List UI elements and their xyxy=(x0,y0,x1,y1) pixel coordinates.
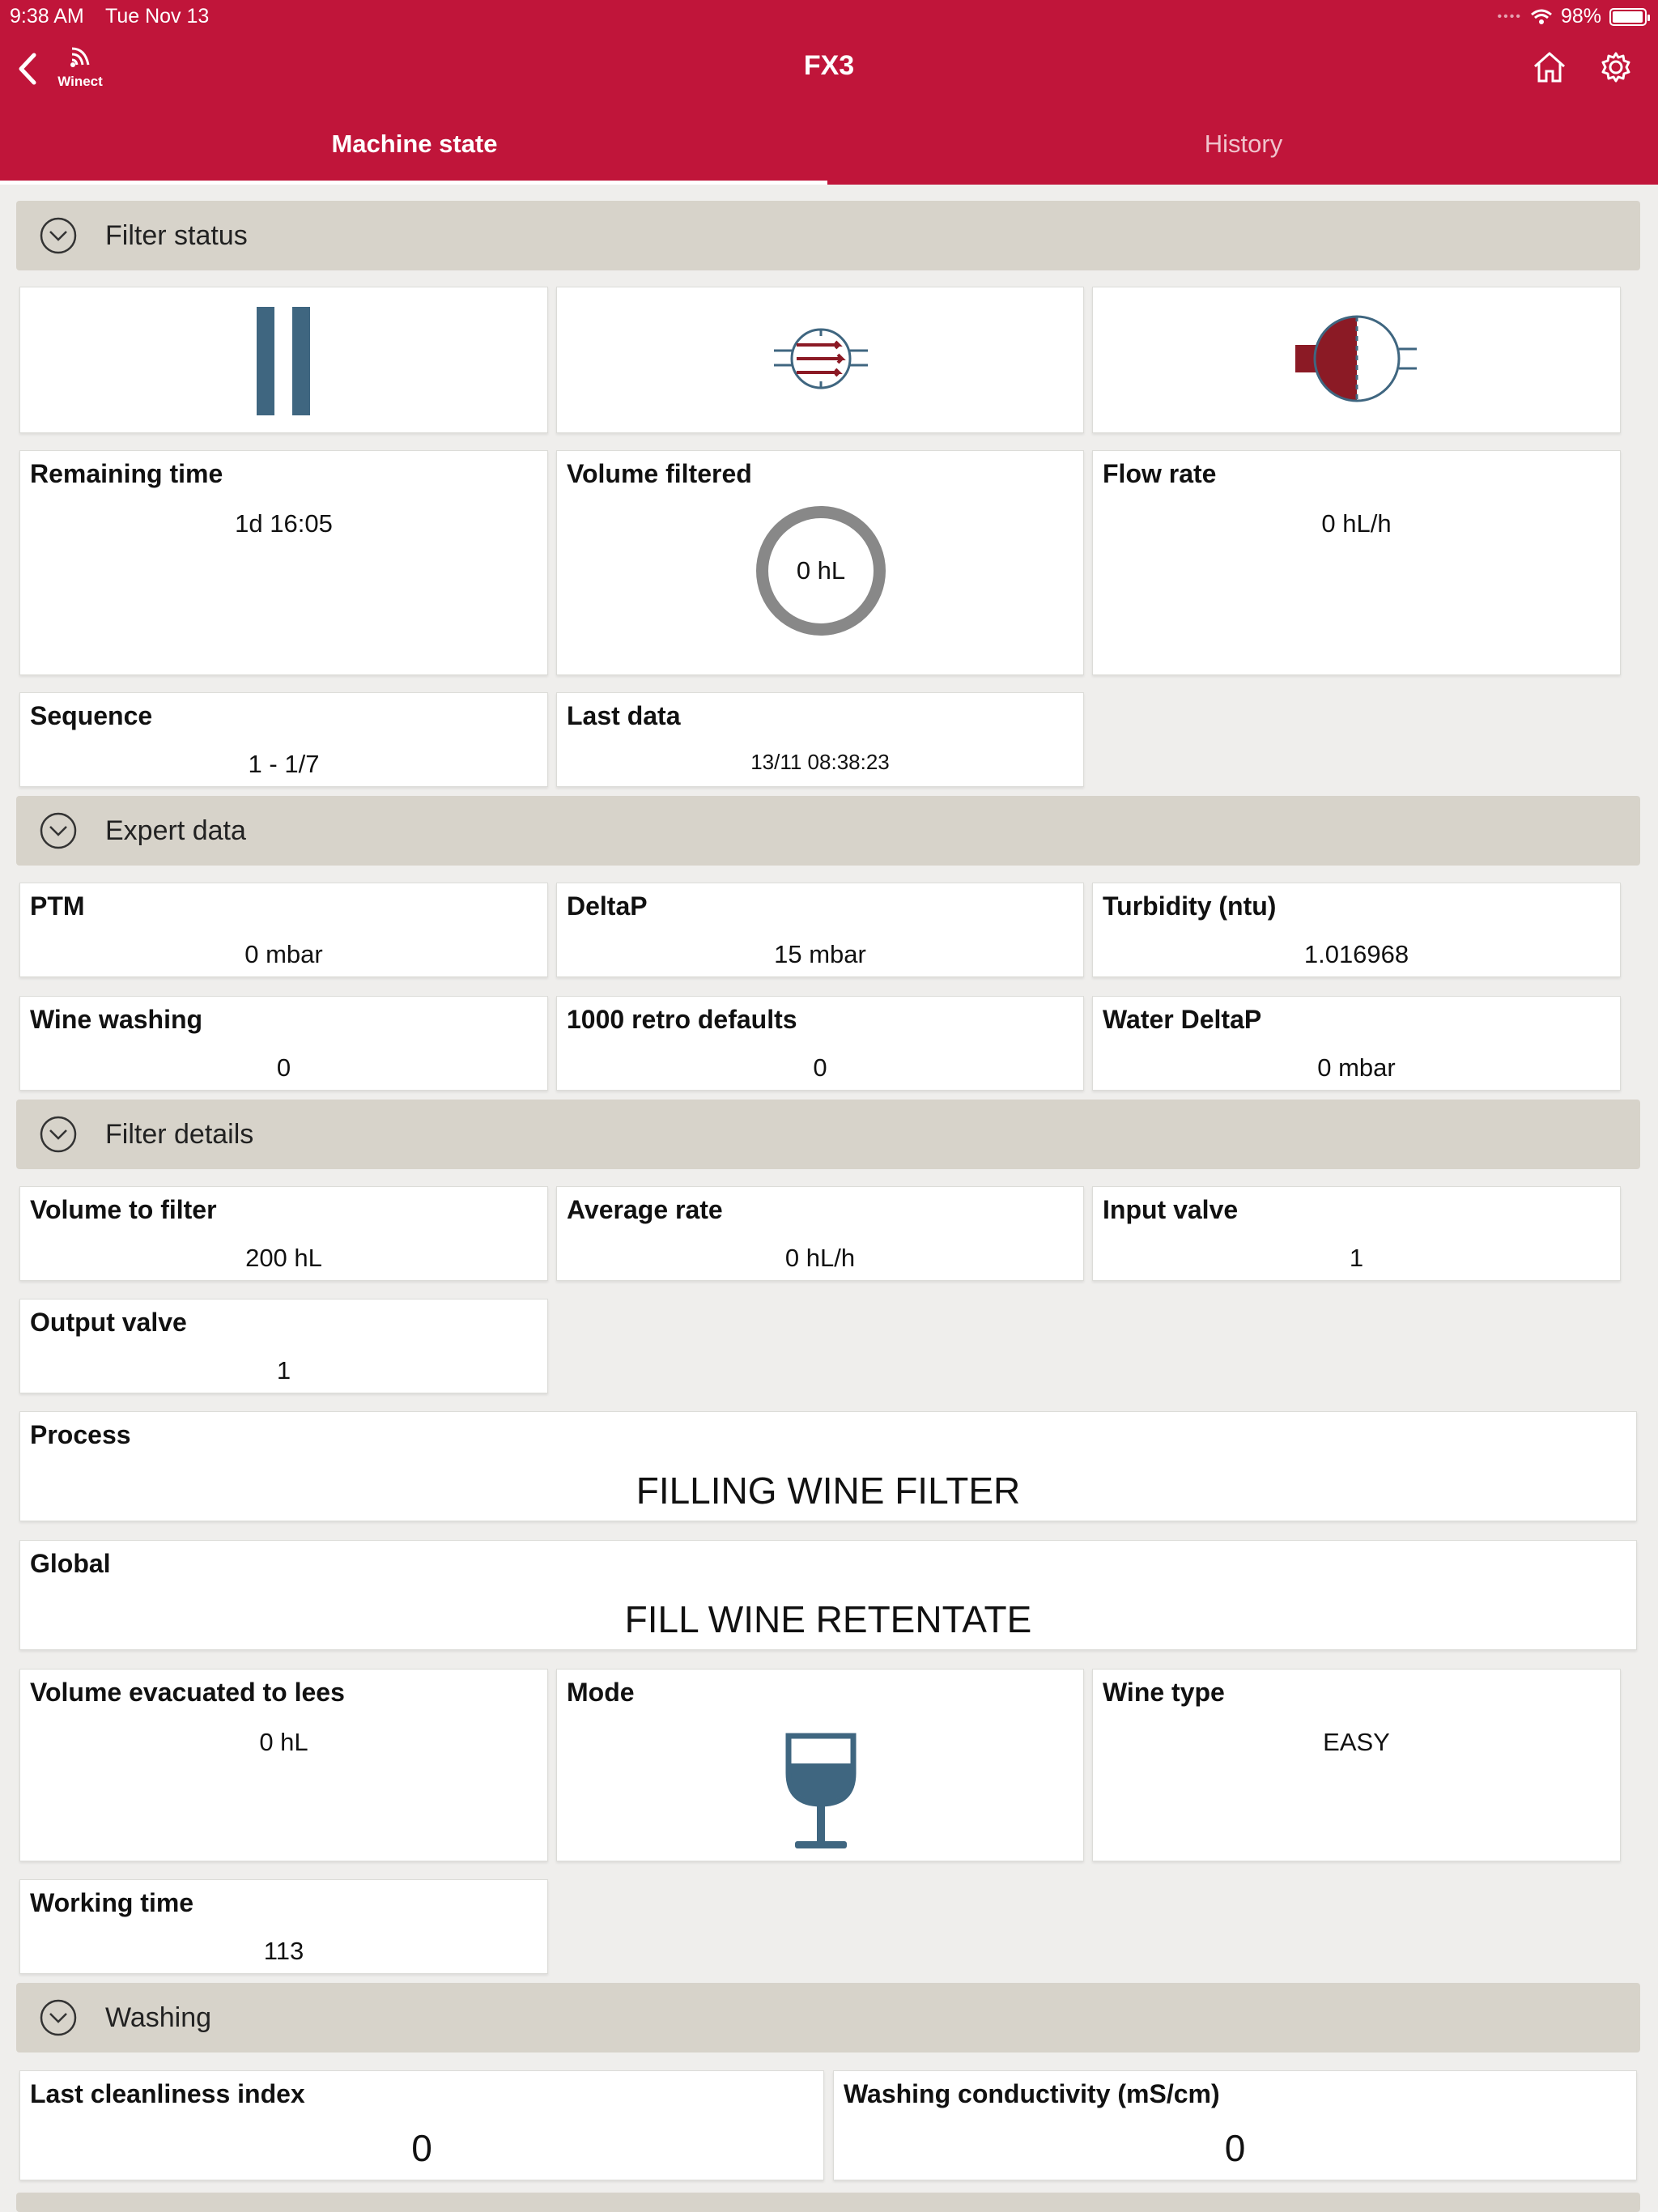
retro-defaults-value: 0 xyxy=(813,1053,827,1082)
global-value: FILL WINE RETENTATE xyxy=(624,1598,1032,1640)
output-valve-label: Output valve xyxy=(30,1308,187,1337)
water-deltap-value: 0 mbar xyxy=(1317,1053,1396,1082)
signal-dots-icon: •••• xyxy=(1497,9,1522,23)
filter-flow-icon xyxy=(774,318,868,399)
volume-filtered-value: 0 hL xyxy=(796,556,846,585)
volume-to-filter-value: 200 hL xyxy=(245,1244,322,1272)
wine-glass-icon xyxy=(784,1733,858,1851)
chevron-down-icon[interactable] xyxy=(39,1998,78,2037)
last-data-card xyxy=(556,692,1084,787)
water-deltap-card xyxy=(1092,996,1621,1091)
section-next-partial[interactable] xyxy=(16,2193,1640,2212)
remaining-time-label: Remaining time xyxy=(30,459,223,488)
page-title: FX3 xyxy=(803,50,855,81)
retro-defaults-card xyxy=(556,996,1084,1091)
process-value: FILLING WINE FILTER xyxy=(636,1470,1021,1512)
process-label: Process xyxy=(30,1420,131,1449)
status-date: Tue Nov 13 xyxy=(105,5,210,28)
output-valve-value: 1 xyxy=(276,1356,291,1385)
cleanliness-value: 0 xyxy=(411,2127,432,2169)
wine-washing-label: Wine washing xyxy=(30,1005,203,1034)
volume-to-filter-label: Volume to filter xyxy=(30,1195,217,1224)
battery-icon xyxy=(1609,8,1647,26)
section-title: Filter status xyxy=(105,220,248,251)
wine-type-card xyxy=(1092,1669,1621,1861)
remaining-time-card xyxy=(19,450,548,675)
input-valve-value: 1 xyxy=(1349,1244,1364,1272)
volume-lees-label: Volume evacuated to lees xyxy=(30,1678,345,1707)
flow-rate-label: Flow rate xyxy=(1103,459,1217,488)
sequence-value: 1 - 1/7 xyxy=(248,750,320,778)
conductivity-label: Washing conductivity (mS/cm) xyxy=(844,2079,1220,2108)
flow-rate-card xyxy=(1092,450,1621,675)
wine-type-value: EASY xyxy=(1323,1728,1390,1756)
status-bar xyxy=(0,0,1658,32)
conductivity-value: 0 xyxy=(1224,2127,1246,2169)
volume-donut-chart xyxy=(756,506,886,636)
mode-card xyxy=(556,1669,1084,1861)
section-title: Filter details xyxy=(105,1119,254,1150)
deltap-card xyxy=(556,883,1084,977)
section-expert-data[interactable] xyxy=(16,796,1640,866)
global-card xyxy=(19,1540,1637,1650)
global-label: Global xyxy=(30,1549,111,1578)
working-time-label: Working time xyxy=(30,1888,194,1917)
battery-percent: 98% xyxy=(1560,5,1601,28)
chevron-down-icon[interactable] xyxy=(39,1115,78,1154)
deltap-label: DeltaP xyxy=(567,891,648,921)
pump-icon xyxy=(1295,310,1418,407)
status-filter-card xyxy=(556,287,1084,433)
ptm-value: 0 mbar xyxy=(244,940,323,968)
conductivity-card xyxy=(833,2070,1637,2180)
deltap-value: 15 mbar xyxy=(774,940,866,968)
volume-filtered-card xyxy=(556,450,1084,675)
cleanliness-label: Last cleanliness index xyxy=(30,2079,305,2108)
mode-label: Mode xyxy=(567,1678,635,1707)
chevron-down-icon[interactable] xyxy=(39,811,78,850)
volume-to-filter-card xyxy=(19,1186,548,1281)
wifi-icon xyxy=(1530,8,1553,26)
cleanliness-card xyxy=(19,2070,824,2180)
input-valve-label: Input valve xyxy=(1103,1195,1239,1224)
turbidity-label: Turbidity (ntu) xyxy=(1103,891,1277,921)
average-rate-card xyxy=(556,1186,1084,1281)
flow-rate-value: 0 hL/h xyxy=(1321,509,1392,538)
section-washing[interactable] xyxy=(16,1983,1640,2052)
sequence-label: Sequence xyxy=(30,701,153,730)
turbidity-value: 1.016968 xyxy=(1303,940,1409,968)
section-filter-status[interactable] xyxy=(16,201,1640,270)
status-time: 9:38 AM xyxy=(10,5,84,28)
tab-machine-state[interactable]: Machine state xyxy=(331,130,498,158)
process-card xyxy=(19,1411,1637,1521)
tab-indicator xyxy=(0,181,827,185)
remaining-time-value: 1d 16:05 xyxy=(235,509,333,538)
section-filter-details[interactable] xyxy=(16,1100,1640,1169)
turbidity-card xyxy=(1092,883,1621,977)
sequence-card xyxy=(19,692,548,787)
status-pump-card xyxy=(1092,287,1621,433)
last-data-value: 13/11 08:38:23 xyxy=(750,750,890,774)
volume-lees-card xyxy=(19,1669,548,1861)
tab-history[interactable]: History xyxy=(1204,130,1283,158)
status-pause-card xyxy=(19,287,548,433)
wine-type-label: Wine type xyxy=(1103,1678,1225,1707)
wine-washing-value: 0 xyxy=(276,1053,291,1082)
section-title: Expert data xyxy=(105,815,246,846)
retro-defaults-label: 1000 retro defaults xyxy=(567,1005,797,1034)
ptm-card xyxy=(19,883,548,977)
battery-fill xyxy=(1613,11,1643,23)
volume-lees-value: 0 hL xyxy=(259,1728,308,1756)
pause-icon xyxy=(257,307,313,415)
section-title: Washing xyxy=(105,2002,212,2033)
last-data-label: Last data xyxy=(567,701,681,730)
status-right xyxy=(1498,5,1647,28)
ptm-label: PTM xyxy=(30,891,85,921)
working-time-value: 113 xyxy=(263,1937,304,1965)
average-rate-label: Average rate xyxy=(567,1195,723,1224)
average-rate-value: 0 hL/h xyxy=(784,1244,856,1272)
home-icon[interactable] xyxy=(1530,47,1569,87)
logo-label: Winect xyxy=(57,74,103,89)
working-time-card xyxy=(19,1879,548,1974)
chevron-down-icon[interactable] xyxy=(39,216,78,255)
output-valve-card xyxy=(19,1299,548,1393)
gear-icon[interactable] xyxy=(1596,47,1635,87)
volume-filtered-label: Volume filtered xyxy=(567,459,752,488)
water-deltap-label: Water DeltaP xyxy=(1103,1005,1262,1034)
wine-washing-card xyxy=(19,996,548,1091)
input-valve-card xyxy=(1092,1186,1621,1281)
tab-bar xyxy=(0,108,1658,185)
